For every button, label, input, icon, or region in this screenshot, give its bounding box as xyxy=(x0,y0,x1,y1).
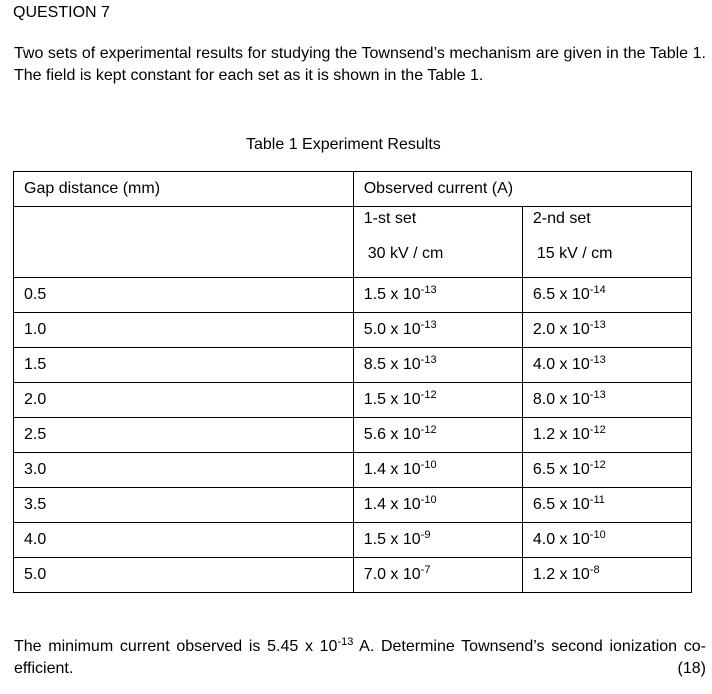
current-exponent: -13 xyxy=(589,354,606,366)
gap-distance-cell: 5.0 xyxy=(14,558,354,593)
marks-label: (18) xyxy=(677,660,706,677)
current-mantissa: 6.5 x 10 xyxy=(532,496,590,513)
current-exponent: -13 xyxy=(420,284,437,296)
set-1-current-cell xyxy=(353,278,522,313)
set-2-current-cell xyxy=(522,418,691,453)
current-mantissa: 8.0 x 10 xyxy=(532,391,590,408)
current-exponent: -12 xyxy=(420,389,437,401)
set-1-current-cell xyxy=(353,348,522,383)
current-mantissa: 1.4 x 10 xyxy=(363,461,421,478)
current-mantissa: 5.6 x 10 xyxy=(363,426,421,443)
current-exponent: -10 xyxy=(420,494,437,506)
current-mantissa: 4.0 x 10 xyxy=(532,531,590,548)
gap-distance-cell: 2.5 xyxy=(14,418,354,453)
set-2-current-cell xyxy=(522,383,691,418)
current-exponent: -10 xyxy=(420,459,437,471)
set-1-current-cell xyxy=(353,418,522,453)
gap-distance-cell: 1.0 xyxy=(14,313,354,348)
gap-distance-cell: 3.5 xyxy=(14,488,354,523)
question-text-start: The minimum current observed is 5.45 x 10 xyxy=(14,638,338,655)
current-mantissa: 5.0 x 10 xyxy=(363,321,421,338)
table-row xyxy=(14,558,692,593)
current-exponent: -13 xyxy=(420,354,437,366)
set-2-current-cell xyxy=(522,278,691,313)
set-2-current-cell xyxy=(522,523,691,558)
subheader-set-2 xyxy=(522,207,691,278)
current-exponent: -13 xyxy=(589,319,606,331)
set-1-current-cell xyxy=(353,383,522,418)
current-exponent: -14 xyxy=(589,284,606,296)
table-row xyxy=(14,348,692,383)
question-text-end: A. Determine Townsend’s second ionization co-efficient. xyxy=(14,638,706,677)
set-1-current-cell xyxy=(353,523,522,558)
header-observed-current: Observed current (A) xyxy=(353,172,691,207)
set-1-name: 1-st set xyxy=(363,210,417,227)
set-1-current-cell xyxy=(353,488,522,523)
current-mantissa: 6.5 x 10 xyxy=(532,461,590,478)
table-row xyxy=(14,313,692,348)
current-exponent: -12 xyxy=(589,424,606,436)
current-exponent: -11 xyxy=(589,494,605,506)
current-mantissa: 1.5 x 10 xyxy=(363,286,421,303)
table-header-row xyxy=(14,172,692,207)
current-mantissa: 6.5 x 10 xyxy=(532,286,590,303)
table-row xyxy=(14,453,692,488)
results-table xyxy=(13,171,692,593)
set-2-current-cell xyxy=(522,488,691,523)
header-gap-distance: Gap distance (mm) xyxy=(14,172,354,207)
current-exponent: -13 xyxy=(420,319,437,331)
set-2-current-cell xyxy=(522,558,691,593)
set-1-current-cell xyxy=(353,453,522,488)
table-row xyxy=(14,383,692,418)
current-mantissa: 8.5 x 10 xyxy=(363,356,421,373)
current-mantissa: 1.2 x 10 xyxy=(532,426,590,443)
current-mantissa: 1.2 x 10 xyxy=(532,566,590,583)
table-caption: Table 1 Experiment Results xyxy=(246,136,441,153)
subheader-set-1 xyxy=(353,207,522,278)
set-2-current-cell xyxy=(522,348,691,383)
table-row xyxy=(14,278,692,313)
current-exponent: -8 xyxy=(589,564,600,576)
gap-distance-cell: 1.5 xyxy=(14,348,354,383)
current-mantissa: 1.4 x 10 xyxy=(363,496,421,513)
set-1-current-cell xyxy=(353,313,522,348)
current-exponent: -12 xyxy=(589,459,606,471)
set-2-name: 2-nd set xyxy=(532,210,591,227)
set-1-current-cell xyxy=(353,558,522,593)
intro-paragraph: Two sets of experimental results for studying the Townsend’s mechanism are given in the Table 1. The field is kept constant for each set as it is shown in the Table 1. xyxy=(14,45,706,84)
subheader-empty-cell xyxy=(14,207,354,278)
current-mantissa: 1.5 x 10 xyxy=(363,531,421,548)
current-exponent: -13 xyxy=(589,389,606,401)
set-2-current-cell xyxy=(522,313,691,348)
question-text xyxy=(14,636,706,680)
current-mantissa: 7.0 x 10 xyxy=(363,566,421,583)
gap-distance-cell: 4.0 xyxy=(14,523,354,558)
gap-distance-cell: 0.5 xyxy=(14,278,354,313)
current-exponent: -9 xyxy=(420,529,431,541)
set-2-field: 15 kV / cm xyxy=(536,245,613,262)
current-mantissa: 1.5 x 10 xyxy=(363,391,421,408)
question-exponent: -13 xyxy=(337,636,354,648)
current-exponent: -12 xyxy=(420,424,437,436)
gap-distance-cell: 2.0 xyxy=(14,383,354,418)
current-mantissa: 2.0 x 10 xyxy=(532,321,590,338)
question-heading: QUESTION 7 xyxy=(13,4,110,21)
current-exponent: -7 xyxy=(420,564,431,576)
table-subheader-row xyxy=(14,207,692,278)
table-row xyxy=(14,488,692,523)
current-mantissa: 4.0 x 10 xyxy=(532,356,590,373)
table-row xyxy=(14,523,692,558)
gap-distance-cell: 3.0 xyxy=(14,453,354,488)
current-exponent: -10 xyxy=(589,529,606,541)
set-1-field: 30 kV / cm xyxy=(367,245,444,262)
table-row xyxy=(14,418,692,453)
set-2-current-cell xyxy=(522,453,691,488)
